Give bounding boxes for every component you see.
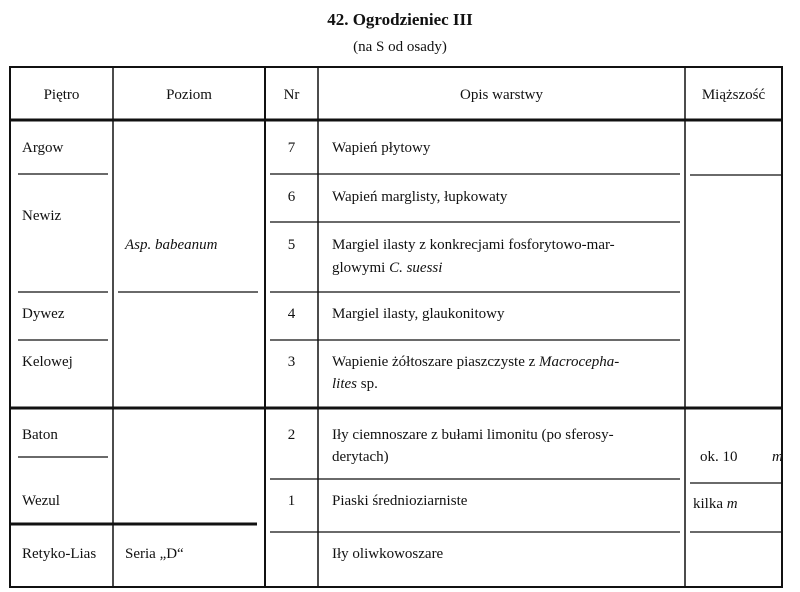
poziom-asp-babeanum: Asp. babeanum: [125, 237, 218, 253]
opis-3-line1: [332, 351, 619, 374]
opis-3-text: Wapienie żółtoszare piaszczyste z: [332, 354, 540, 370]
page-subtitle: (na S od osady): [353, 39, 447, 55]
opis-3-genus: Macrocepha-: [539, 354, 620, 370]
header-opis: Opis warstwy: [460, 87, 543, 103]
opis-5-line1: Margiel ilasty z konkrecjami fosforytowo-mar-: [332, 237, 615, 253]
page-title: 42. Ogrodzieniec III: [327, 10, 473, 29]
miazszosc-1-unit: m: [726, 496, 738, 512]
opis-3-sp: sp.: [357, 376, 378, 392]
opis-3-genus-end: lites: [332, 376, 357, 392]
opis-5-line2: [332, 257, 442, 280]
opis-6: Wapień marglisty, łupkowaty: [332, 189, 508, 205]
nr-1: 1: [287, 493, 296, 509]
opis-4: Margiel ilasty, glaukonitowy: [332, 306, 505, 322]
header-nr: Nr: [283, 87, 300, 103]
opis-1: Piaski średnioziarniste: [332, 493, 468, 509]
nr-6: 6: [287, 189, 296, 205]
pietro-baton: Baton: [22, 427, 58, 443]
opis-7: Wapień płytowy: [332, 140, 431, 156]
nr-2: 2: [287, 427, 296, 443]
pietro-newiz: Newiz: [22, 208, 62, 224]
nr-3: 3: [287, 354, 296, 370]
opis-2-line2: derytach): [332, 449, 389, 465]
miazszosc-2-unit: m: [772, 449, 783, 465]
header-pietro: Piętro: [43, 87, 80, 103]
opis-2-line1: Iły ciemnoszare z bułami limonitu (po sferosy-: [332, 427, 614, 443]
nr-4: 4: [287, 306, 296, 322]
poziom-seria-d: Seria „D“: [125, 546, 184, 562]
miazszosc-2-value: ok. 10: [700, 449, 738, 465]
pietro-wezul: Wezul: [22, 493, 60, 509]
nr-5: 5: [287, 237, 296, 253]
miazszosc-1-value: kilka: [693, 496, 723, 512]
header-poziom: Poziom: [166, 87, 212, 103]
pietro-retyko-lias: Retyko-Lias: [22, 546, 97, 562]
pietro-kelowej: Kelowej: [22, 354, 73, 370]
opis-5-text: glowymi: [332, 260, 390, 276]
pietro-dywez: Dywez: [22, 306, 65, 322]
opis-retyko-lias: Iły oliwkowoszare: [332, 546, 444, 562]
nr-7: 7: [287, 140, 296, 156]
opis-3-line2: [332, 373, 378, 396]
opis-5-species: C. suessi: [389, 260, 443, 276]
header-miazszosc: Miąższość: [701, 87, 766, 103]
miazszosc-1: [693, 493, 738, 516]
pietro-argow: Argow: [22, 140, 64, 156]
